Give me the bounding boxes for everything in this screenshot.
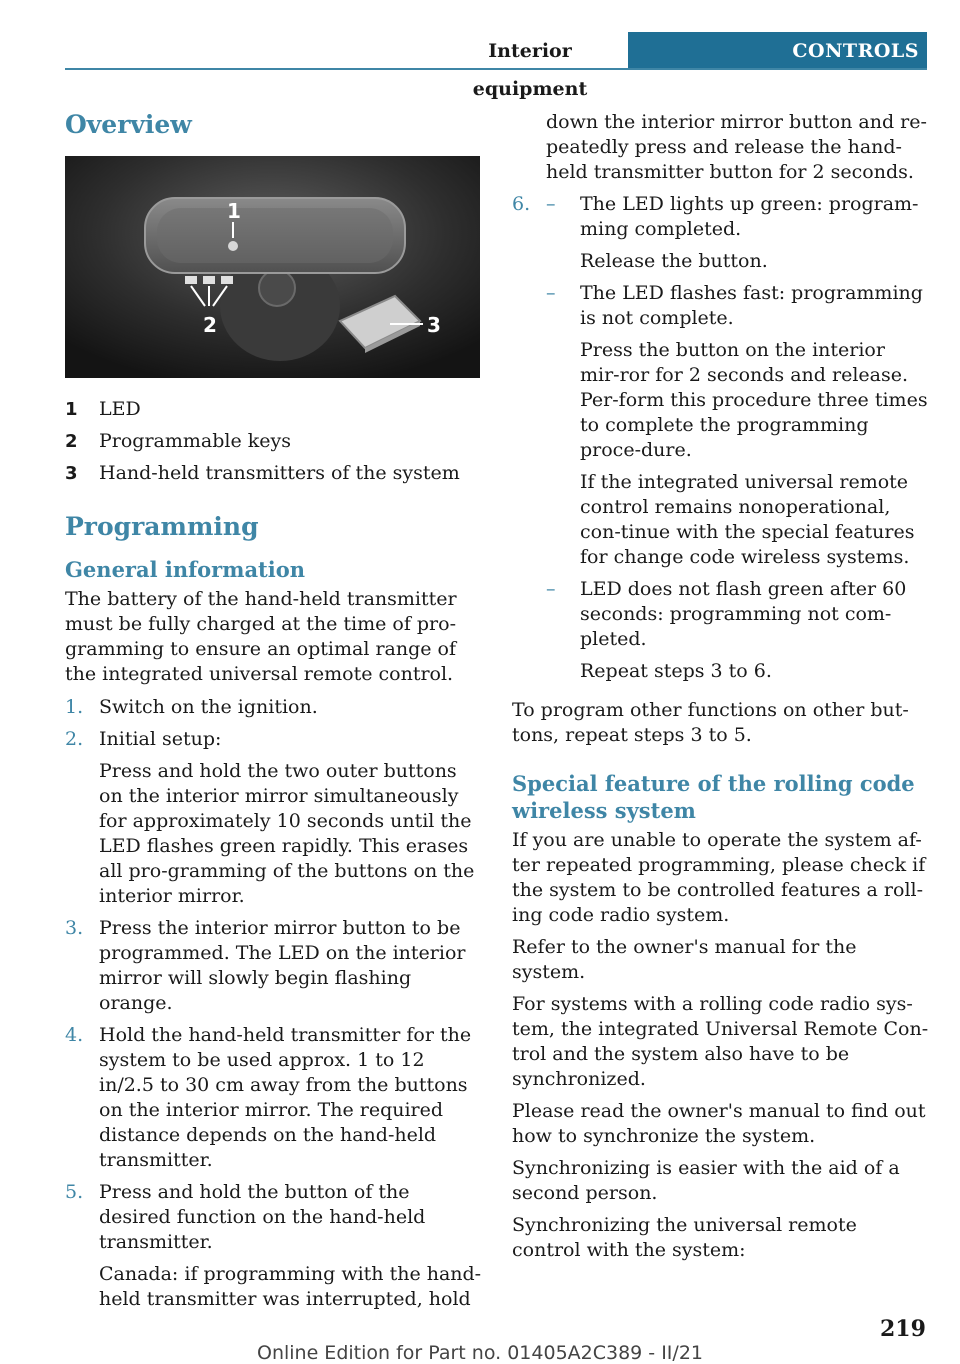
step-text: Press the interior mirror button to be programmed. The LED on the interior mirror will slowly begin flashing orange. — [99, 917, 466, 1014]
legend-item — [65, 461, 483, 486]
figure-label-1: 1 — [227, 199, 241, 223]
figure-label-2: 2 — [203, 313, 217, 337]
programming-steps — [65, 695, 483, 1312]
subitem-text: The LED flashes fast: programming is not complete. — [580, 282, 923, 329]
figure-legend — [65, 397, 483, 486]
step-number: 5. — [65, 1181, 84, 1203]
legend-number: 1 — [65, 399, 78, 420]
legend-number: 2 — [65, 431, 78, 452]
step-number: 1. — [65, 696, 84, 718]
header-rule — [65, 68, 927, 70]
dash-bullet: – — [546, 578, 556, 600]
step-item — [65, 727, 483, 909]
step-number: 4. — [65, 1024, 84, 1046]
legend-item — [65, 429, 483, 454]
subitem-detail: Repeat steps 3 to 6. — [580, 660, 772, 682]
legend-text: Programmable keys — [99, 430, 292, 452]
edition-footer: Online Edition for Part no. 01405A2C389 - II/21 — [256, 1342, 703, 1364]
subitem-text: LED does not flash green after 60 seconds: programming not com-pleted. — [580, 578, 907, 650]
subitem-detail: If the integrated universal remote control remains nonoperational, con-tinue with the special features for change code wireless systems. — [580, 471, 915, 568]
step-number: 6. — [512, 193, 531, 215]
step-subitem — [546, 577, 930, 684]
step-item — [65, 1023, 483, 1173]
subitem-text: The LED lights up green: program-ming completed. — [580, 193, 919, 240]
general-information-text: The battery of the hand-held transmitter must be fully charged at the time of pro-gramming to ensure an optimal range of the integrated universal remote control. — [65, 588, 457, 685]
dash-bullet: – — [546, 193, 556, 215]
subitem-detail: Press the button on the interior mir-ror for 2 seconds and release. Per-form this procedure three times to complete the programming proce-dure. — [580, 339, 928, 461]
rolling-paragraph: If you are unable to operate the system af-ter repeated programming, please check if the system to be controlled features a roll-ing code radio system. — [512, 829, 926, 926]
dash-bullet: – — [546, 282, 556, 304]
step-text: Switch on the ignition. — [99, 696, 318, 718]
header-chapter-tab[interactable]: CONTROLS — [628, 32, 927, 70]
overview-heading: Overview — [65, 110, 192, 139]
step-subitem — [546, 281, 930, 570]
step-number: 3. — [65, 917, 84, 939]
general-information-heading: General information — [65, 557, 306, 582]
other-functions-text: To program other functions on other but-tons, repeat steps 3 to 5. — [512, 699, 909, 746]
step-number: 2. — [65, 728, 84, 750]
step-text: Hold the hand-held transmitter for the system to be used approx. 1 to 12 in/2.5 to 30 cm away from the buttons on the interior mirror. The required distance depends on the hand-held transmitter. — [99, 1024, 472, 1171]
right-column — [512, 100, 930, 1270]
legend-item — [65, 397, 483, 422]
rolling-code-heading: Special feature of the rolling code wireless system — [512, 771, 915, 823]
page-header — [65, 32, 927, 100]
rolling-paragraph: Synchronizing is easier with the aid of a second person. — [512, 1157, 900, 1204]
step-text: Initial setup: — [99, 728, 222, 750]
step-item — [65, 695, 483, 720]
step-detail: Canada: if programming with the hand-held transmitter was interrupted, hold — [99, 1263, 482, 1310]
legend-text: Hand-held transmitters of the system — [99, 462, 460, 484]
rolling-paragraph: Refer to the owner's manual for the system. — [512, 936, 857, 983]
figure-label-3: 3 — [427, 313, 441, 337]
header-section-title: Interior equipment — [472, 40, 588, 100]
rolling-paragraph: Please read the owner's manual to find out how to synchronize the system. — [512, 1100, 926, 1147]
rolling-paragraph: Synchronizing the universal remote control with the system: — [512, 1214, 857, 1261]
step-detail: Press and hold the two outer buttons on the interior mirror simultaneously for approximately 10 seconds until the LED flashes green rapidly. This erases all pro-gramming of the buttons on the interior mirror. — [99, 760, 475, 907]
programming-heading: Programming — [65, 512, 259, 541]
legend-text: LED — [99, 398, 141, 420]
interior-mirror-figure — [65, 156, 480, 378]
step-text: Press and hold the button of the desired function on the hand-held transmitter. — [99, 1181, 426, 1253]
subitem-detail: Release the button. — [580, 250, 768, 272]
step-5-continuation: down the interior mirror button and re-peatedly press and release the hand-held transmitter button for 2 seconds. — [546, 111, 927, 183]
rolling-paragraph: For systems with a rolling code radio sys-tem, the integrated Universal Remote Con-trol and the system also have to be synchronized. — [512, 993, 929, 1090]
step-item — [65, 1180, 483, 1312]
page-number: 219 — [880, 1316, 926, 1342]
step-item — [65, 916, 483, 1016]
step-item — [512, 192, 930, 691]
legend-number: 3 — [65, 463, 78, 484]
left-column — [65, 100, 483, 1319]
step-subitem — [546, 192, 930, 274]
